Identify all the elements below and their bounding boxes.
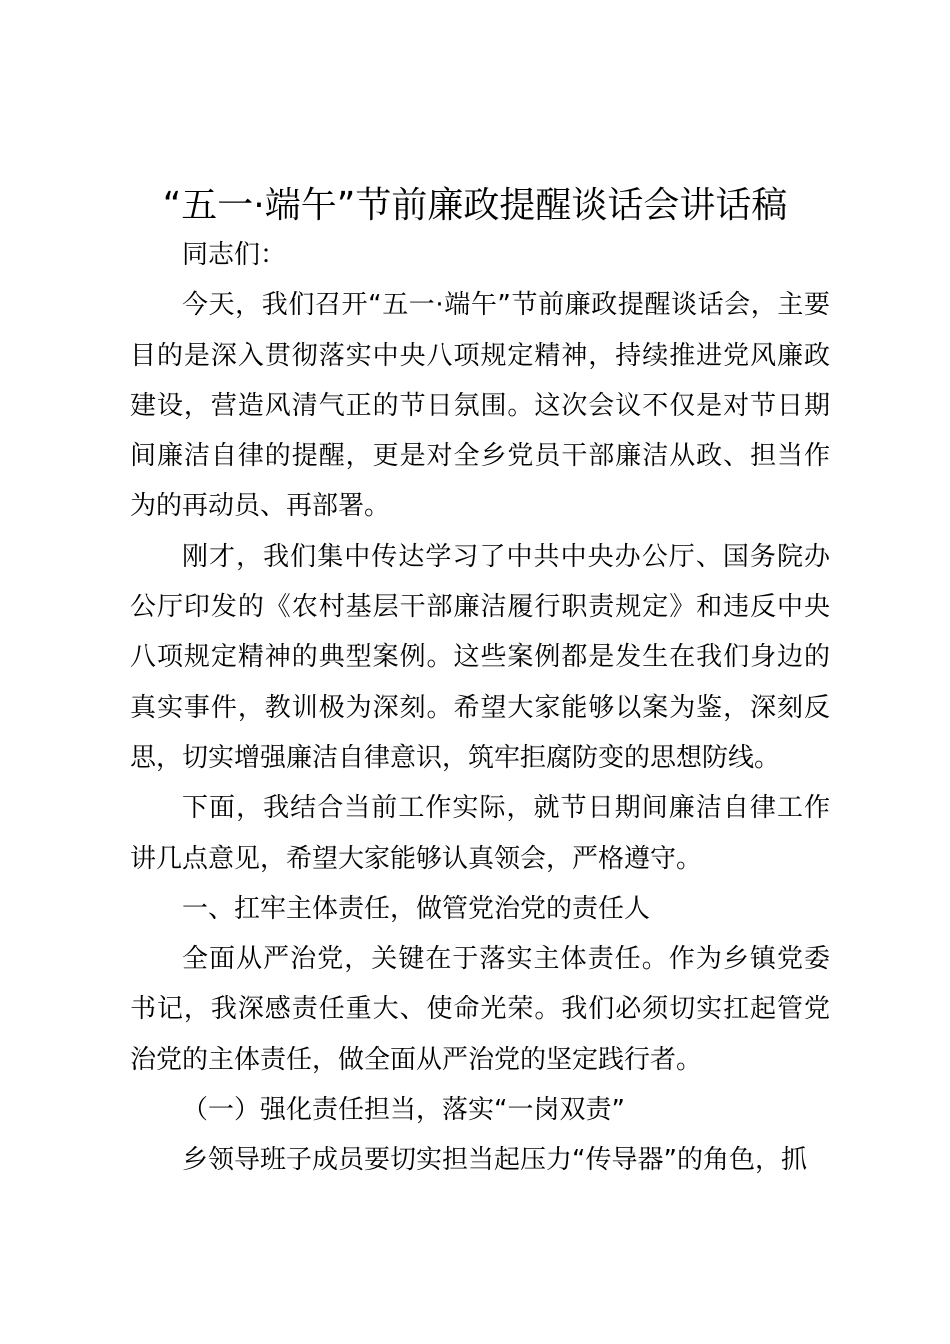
paragraph-opinions: 下面，我结合当前工作实际，就节日期间廉洁自律工作讲几点意见，希望大家能够认真领会，严格遵守。 (130, 793, 830, 874)
paragraph-leadership: 乡领导班子成员要切实担当起压力“传导器”的角色，抓 (182, 1145, 807, 1176)
subsection-heading-1: （一）强化责任担当，落实“一岗双责” (182, 1095, 625, 1126)
document-title: “五一·端午”节前廉政提醒谈话会讲话稿 (162, 185, 788, 226)
paragraph-responsibility: 全面从严治党，关键在于落实主体责任。作为乡镇党委书记，我深感责任重大、使命光荣。我们必须切实扛起管党治党的主体责任，做全面从严治党的坚定践行者。 (130, 944, 830, 1075)
document-body (130, 230, 830, 1186)
salutation: 同志们： (182, 240, 287, 270)
paragraph-intro: 今天，我们召开“五一·端午”节前廉政提醒谈话会，主要目的是深入贯彻落实中央八项规定精神，持续推进党风廉政建设，营造风清气正的节日氛围。这次会议不仅是对节日期间廉洁自律的提醒，更是对全乡党员干部廉洁从政、担当作为的再动员、再部署。 (130, 290, 830, 522)
section-heading-1: 一、扛牢主体责任，做管党治党的责任人 (182, 893, 651, 924)
paragraph-cases: 刚才，我们集中传达学习了中共中央办公厅、国务院办公厅印发的《农村基层干部廉洁履行职责规定》和违反中央八项规定精神的典型案例。这些案例都是发生在我们身边的真实事件，教训极为深刻。希望大家能够以案为鉴，深刻反思，切实增强廉洁自律意识，筑牢拒腐防变的思想防线。 (130, 541, 830, 773)
